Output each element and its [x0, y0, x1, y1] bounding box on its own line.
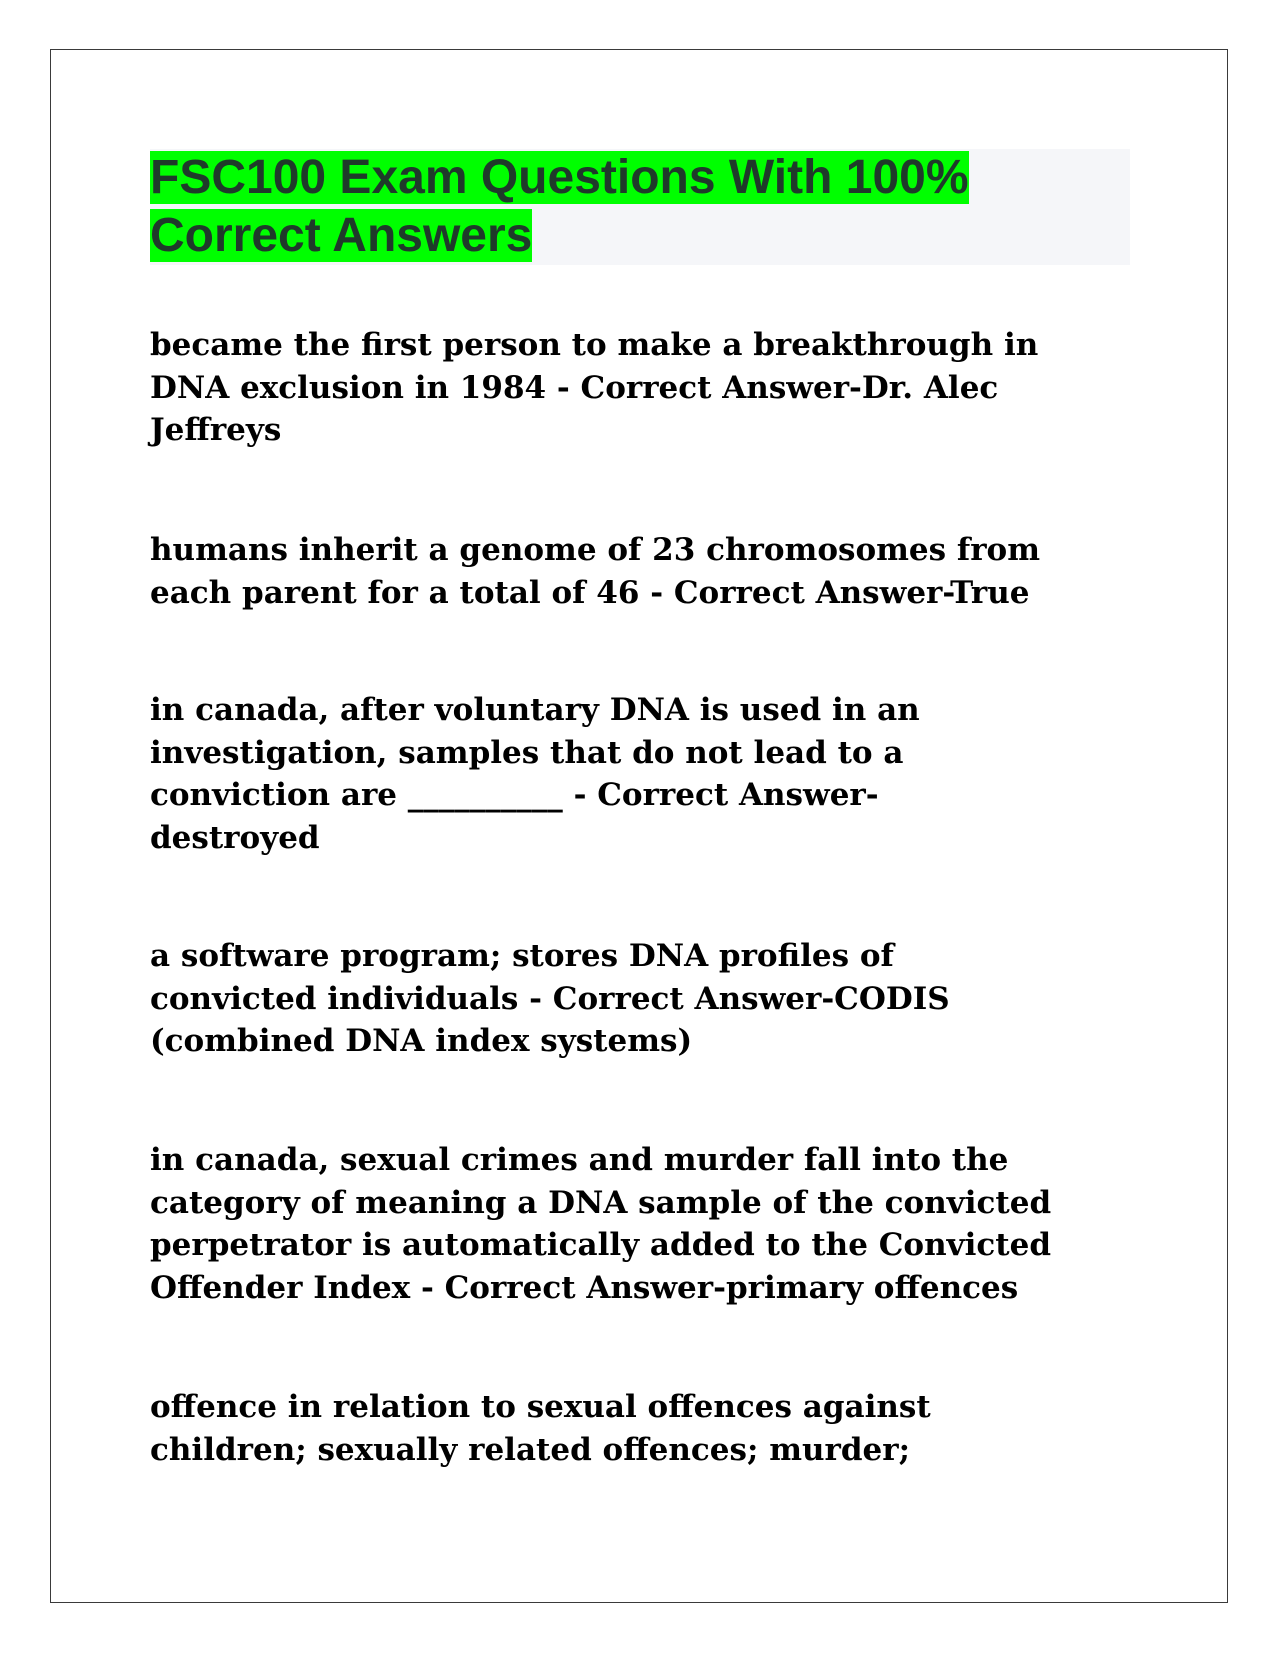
question-1: became the first person to make a breakthrough in DNA exclusion in 1984 - Correct Answer-Dr. Alec Jeffreys [150, 327, 1039, 448]
title-highlight: FSC100 Exam Questions With 100% Correct Answers [150, 151, 969, 262]
title-block [150, 149, 1130, 265]
question-2: humans inherit a genome of 23 chromosomes from each parent for a total of 46 - Correct Answer-True [150, 532, 1041, 611]
question-5: in canada, sexual crimes and murder fall into the category of meaning a DNA sample of the convicted perpetrator is automatically added to the Convicted Offender Index - Correct Answer-primary offences [150, 1142, 1052, 1306]
document-title [150, 149, 1030, 265]
question-6: offence in relation to sexual offences against children; sexually related offences; murder; [150, 1389, 931, 1468]
question-3: in canada, after voluntary DNA is used in an investigation, samples that do not lead to a conviction are __________ - Correct Answer- destroyed [150, 692, 920, 856]
question-4: a software program; stores DNA profiles of convicted individuals - Correct Answer-CODIS (combined DNA index systems) [150, 938, 950, 1059]
